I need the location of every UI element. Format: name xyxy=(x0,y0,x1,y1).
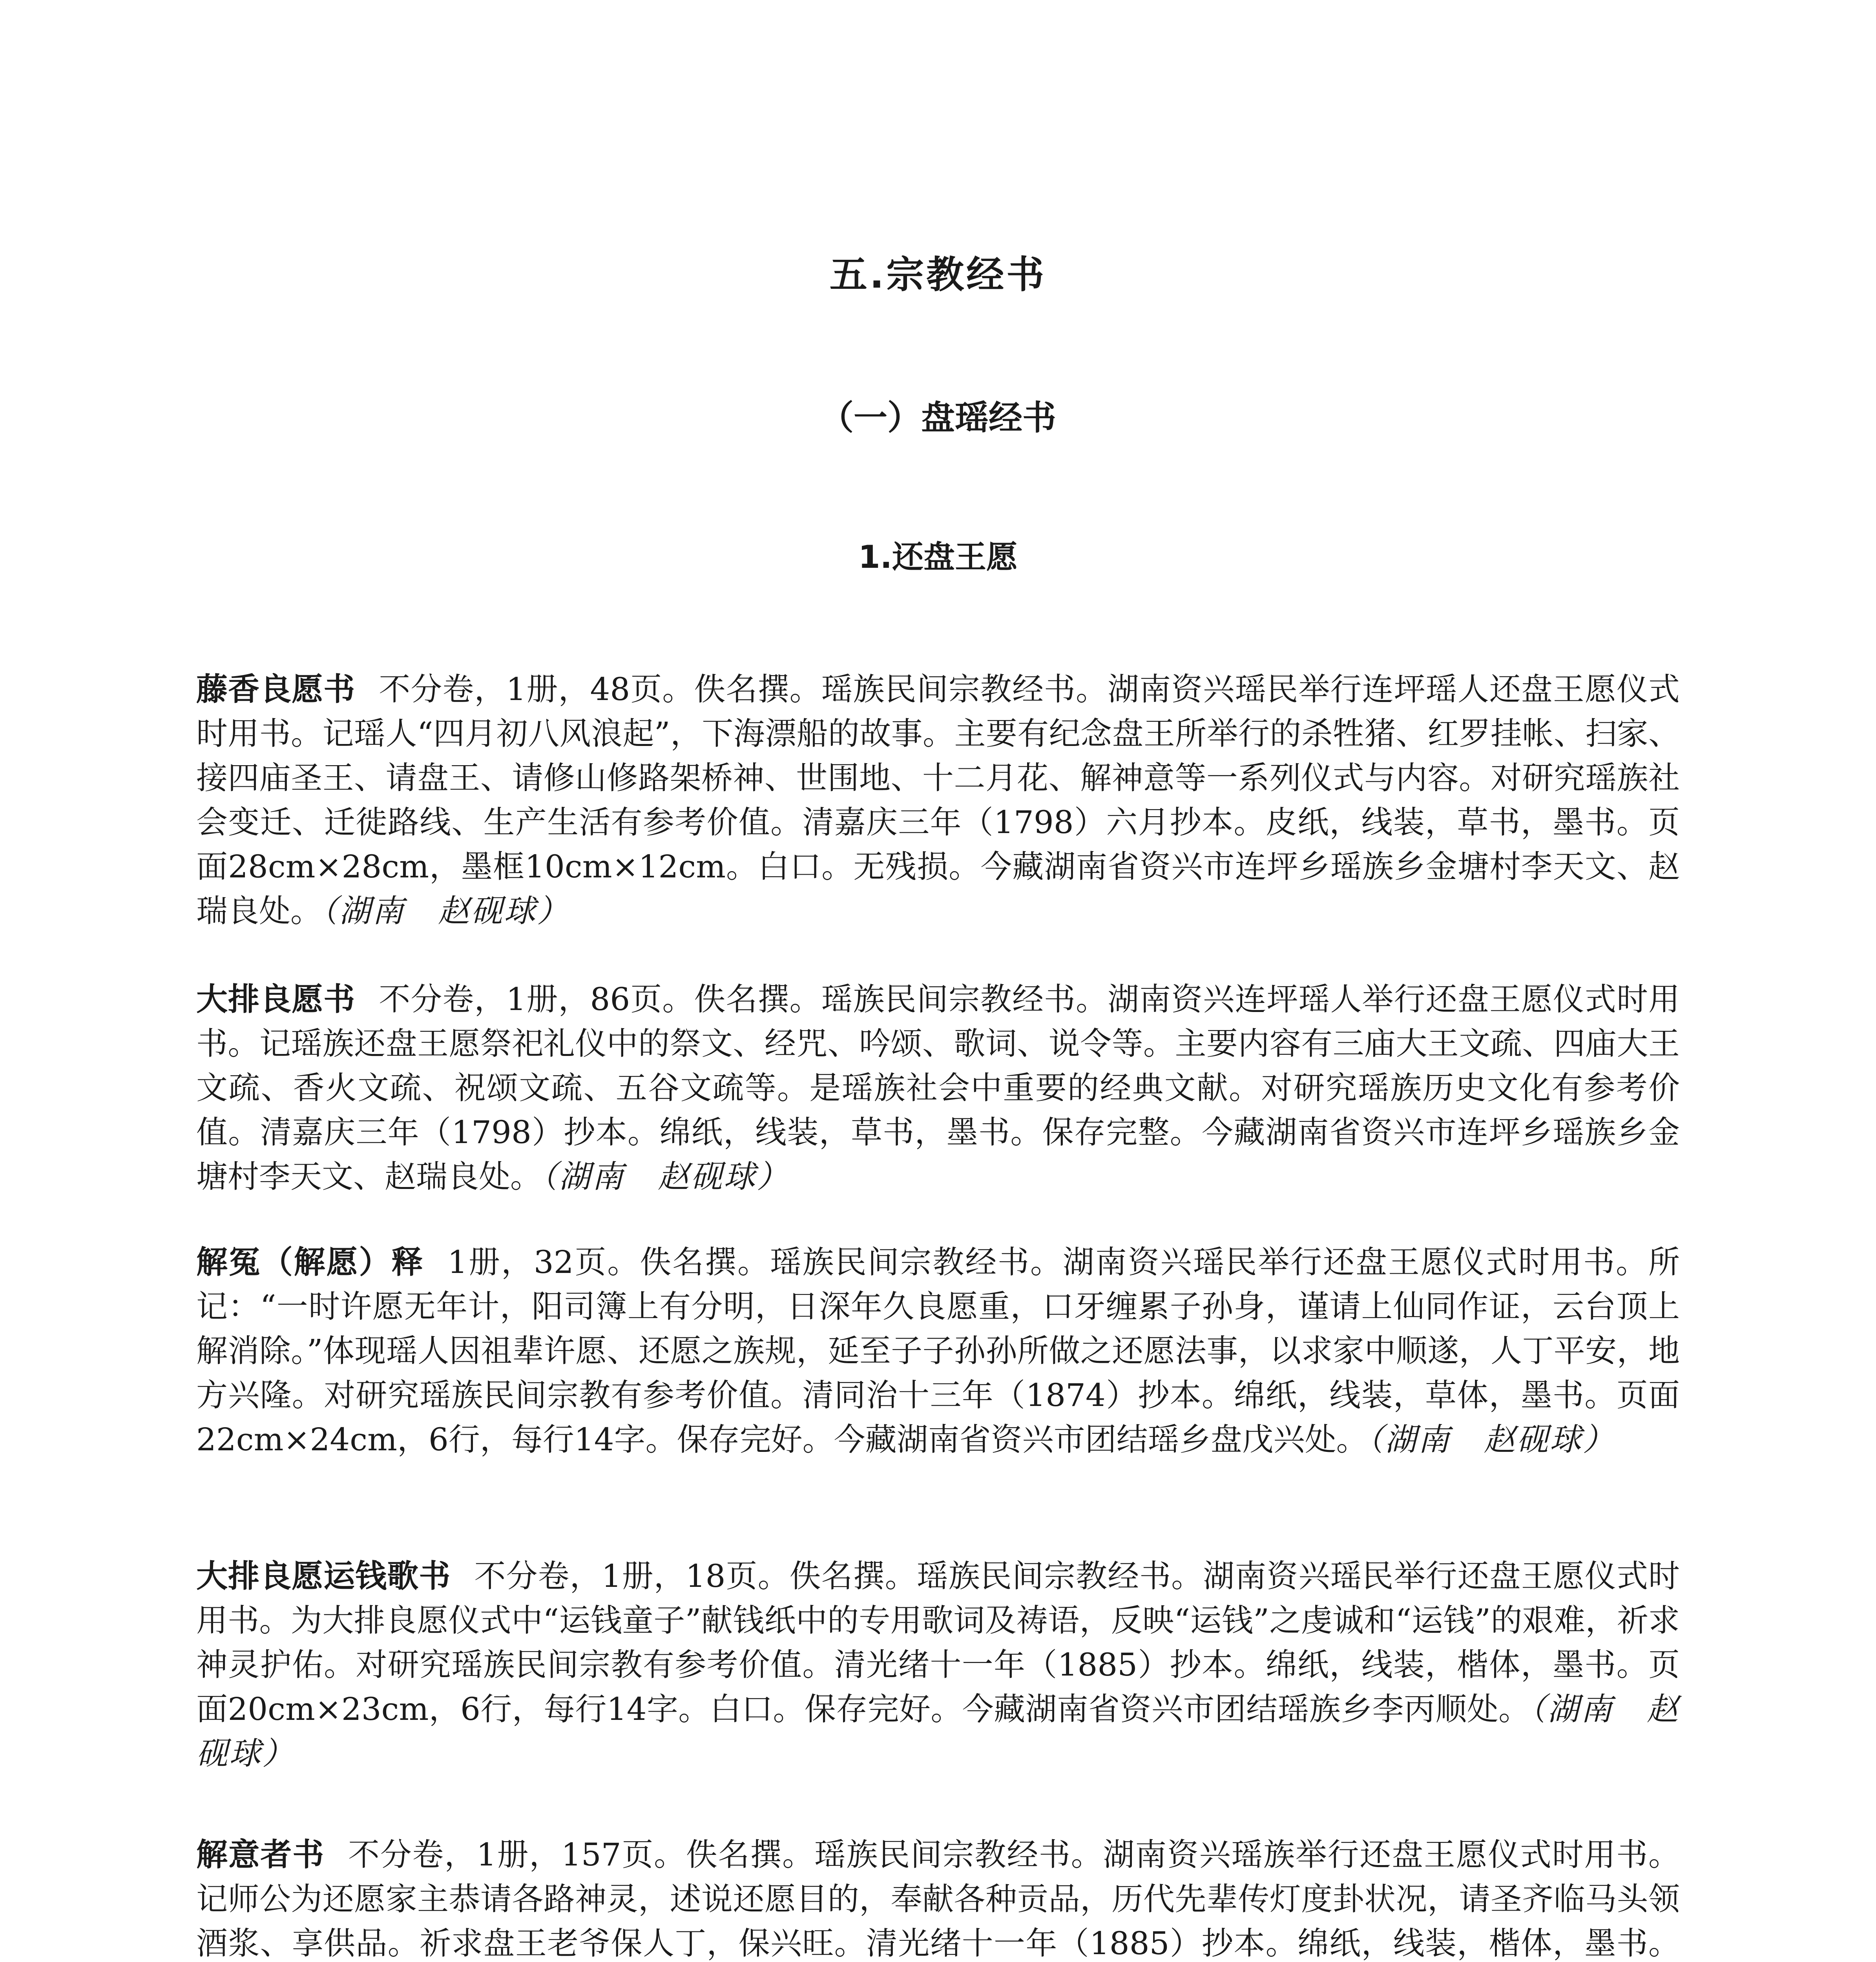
entry-body: 不分卷，1册，48页。佚名撰。瑶族民间宗教经书。湖南资兴瑶民举行连坪瑶人还盘王愿仪式时用书。记瑶人“四月初八风浪起”，下海漂船的故事。主要有纪念盘王所举行的杀牲猪、红罗挂帐、扫家、接四庙圣王、请盘王、请修山修路架桥神、世围地、十二月花、解神意等一系列仪式与内容。对研究瑶族社会变迁、迁徙路线、生产生活有参考价值。清嘉庆三年（1798）六月抄本。皮纸，线装，草书，墨书。页面28cm×28cm，墨框10cm×12cm。白口。无残损。今藏湖南省资兴市连坪乡瑶族乡金塘村李天文、赵瑞良处。 xyxy=(196,671,1680,929)
catalog-entry xyxy=(196,667,1680,933)
entry-title: 解意者书 xyxy=(196,1836,325,1873)
catalog-entry xyxy=(196,1554,1680,1776)
section-heading: （一）盘瑶经书 xyxy=(820,398,1056,438)
subsection-heading: 1.还盘王愿 xyxy=(858,539,1018,575)
catalog-entry xyxy=(196,977,1680,1199)
chapter-title: 五.宗教经书 xyxy=(829,253,1047,297)
entry-title: 解冤（解愿）释 xyxy=(196,1244,424,1280)
entry-credit: （湖南 赵砚球） xyxy=(1367,1421,1616,1458)
entry-credit: （湖南 赵砚球） xyxy=(542,1158,790,1195)
catalog-entry xyxy=(196,1833,1680,1962)
catalog-entry xyxy=(196,1240,1680,1462)
entry-credit: （湖南 赵砚球） xyxy=(322,893,570,929)
entry-title: 大排良愿运钱歌书 xyxy=(196,1558,451,1594)
entry-body: 1册，32页。佚名撰。瑶族民间宗教经书。湖南资兴瑶民举行还盘王愿仪式时用书。所记：“一时许愿无年计，阳司簿上有分明，日深年久良愿重，口牙缠累子孙身，谨请上仙同作证，云台顶上解消除。”体现瑶人因祖辈许愿、还愿之族规，延至子子孙孙所做之还愿法事，以求家中顺遂，人丁平安，地方兴隆。对研究瑶族民间宗教有参考价值。清同治十三年（1874）抄本。绵纸，线装，草体，墨书。页面22cm×24cm，6行，每行14字。保存完好。今藏湖南省资兴市团结瑶乡盘戊兴处。 xyxy=(196,1244,1680,1458)
entry-body: 不分卷，1册，18页。佚名撰。瑶族民间宗教经书。湖南资兴瑶民举行还盘王愿仪式时用书。为大排良愿仪式中“运钱童子”献钱纸中的专用歌词及祷语，反映“运钱”之虔诚和“运钱”的艰难，祈求神灵护佑。对研究瑶族民间宗教有参考价值。清光绪十一年（1885）抄本。绵纸，线装，楷体，墨书。页面20cm×23cm，6行，每行14字。白口。保存完好。今藏湖南省资兴市团结瑶族乡李丙顺处。 xyxy=(196,1558,1680,1727)
entry-body: 不分卷，1册，157页。佚名撰。瑶族民间宗教经书。湖南资兴瑶族举行还盘王愿仪式时用书。记师公为还愿家主恭请各路神灵，述说还愿目的，奉献各种贡品，历代先辈传灯度卦状况，请圣齐临马头领酒浆、享供品。祈求盘王老爷保人丁，保兴旺。清光绪十一年（1885）抄本。绵纸，线装，楷体，墨书。 xyxy=(196,1836,1680,1962)
entry-title: 大排良愿书 xyxy=(196,981,356,1017)
entry-title: 藤香良愿书 xyxy=(196,671,356,707)
entry-credit: （湖南 赵砚球） xyxy=(196,1691,1680,1772)
entry-body: 不分卷，1册，86页。佚名撰。瑶族民间宗教经书。湖南资兴连坪瑶人举行还盘王愿仪式时用书。记瑶族还盘王愿祭祀礼仪中的祭文、经咒、吟颂、歌词、说令等。主要内容有三庙大王文疏、四庙大王文疏、香火文疏、祝颂文疏、五谷文疏等。是瑶族社会中重要的经典文献。对研究瑶族历史文化有参考价值。清嘉庆三年（1798）抄本。绵纸，线装，草书，墨书。保存完整。今藏湖南省资兴市连坪乡瑶族乡金塘村李天文、赵瑞良处。 xyxy=(196,981,1680,1195)
